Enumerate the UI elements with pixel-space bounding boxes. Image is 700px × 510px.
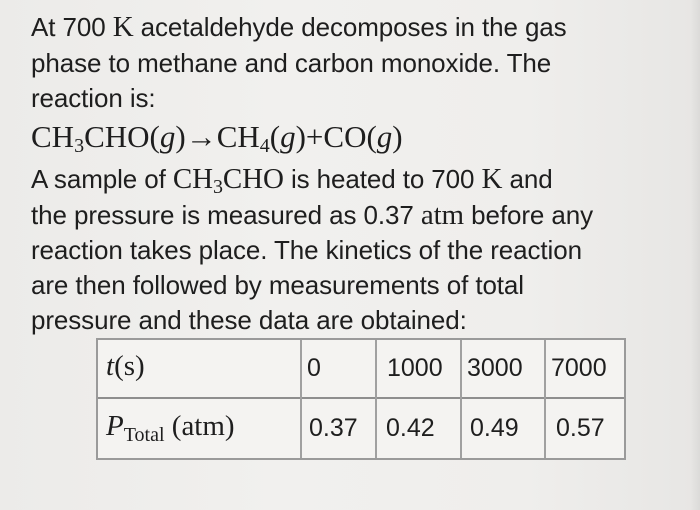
paragraph-line-6: reaction takes place. The kinetics of the reaction <box>31 235 582 265</box>
text-segment: is heated to 700 <box>283 164 482 194</box>
text-segment: At 700 <box>31 12 113 42</box>
eq-plus: + <box>305 119 324 154</box>
formula-subscript: 3 <box>212 176 223 198</box>
eq-subscript: 4 <box>259 135 270 157</box>
page-edge-shadow <box>690 0 700 510</box>
table-column-divider <box>460 340 462 458</box>
eq-phase: g <box>376 119 393 154</box>
sample-formula <box>172 163 284 198</box>
pressure-variable: P <box>106 410 124 442</box>
eq-text: CH <box>216 119 260 154</box>
reaction-arrow: → <box>185 119 217 154</box>
table-column-divider <box>375 340 377 458</box>
pressure-subscript: Total <box>123 424 165 446</box>
paragraph-line-8: pressure and these data are obtained: <box>31 305 467 335</box>
time-unit: (s) <box>114 350 145 382</box>
time-variable: t <box>106 350 115 382</box>
eq-subscript: 3 <box>74 135 85 157</box>
unit-kelvin: K <box>481 163 503 195</box>
unit-kelvin: K <box>112 11 134 43</box>
pressure-unit: (atm) <box>164 410 235 442</box>
unit-atm: atm <box>420 199 464 231</box>
eq-text: ) <box>175 119 186 154</box>
table-column-divider <box>300 340 302 458</box>
pressure-cell: 0.57 <box>556 414 605 442</box>
paragraph-line-5 <box>31 198 593 232</box>
paragraph-line-4 <box>31 162 553 196</box>
paragraph-line-1 <box>31 10 567 44</box>
time-cell: 0 <box>307 354 321 382</box>
time-header <box>106 350 145 383</box>
eq-text: CO( <box>323 119 377 154</box>
formula-text: CHO <box>222 163 284 195</box>
eq-text: ( <box>269 119 281 154</box>
paragraph-line-7: are then followed by measurements of total <box>31 270 524 300</box>
time-cell: 7000 <box>551 354 607 382</box>
text-segment: acetaldehyde decomposes in the gas <box>133 12 567 42</box>
pressure-cell: 0.37 <box>309 414 358 442</box>
time-cell: 1000 <box>387 354 443 382</box>
formula-text: CH <box>172 163 213 195</box>
data-table <box>96 338 626 460</box>
paragraph-line-3: reaction is: <box>31 83 156 113</box>
eq-text: CHO( <box>84 119 160 154</box>
text-segment: and <box>502 164 553 194</box>
pressure-cell: 0.49 <box>470 414 519 442</box>
table-column-divider <box>544 340 546 458</box>
eq-text: ) <box>392 119 403 154</box>
eq-phase: g <box>280 119 296 154</box>
text-segment: before any <box>464 200 593 230</box>
pressure-cell: 0.42 <box>386 414 435 442</box>
eq-text: CH <box>31 119 75 154</box>
pressure-header <box>106 410 235 446</box>
eq-phase: g <box>159 119 176 154</box>
reaction-equation <box>31 118 403 156</box>
eq-text: ) <box>295 119 306 154</box>
text-segment: A sample of <box>31 164 173 194</box>
time-cell: 3000 <box>467 354 523 382</box>
text-segment: the pressure is measured as 0.37 <box>31 200 421 230</box>
paragraph-line-2: phase to methane and carbon monoxide. The <box>31 48 552 78</box>
